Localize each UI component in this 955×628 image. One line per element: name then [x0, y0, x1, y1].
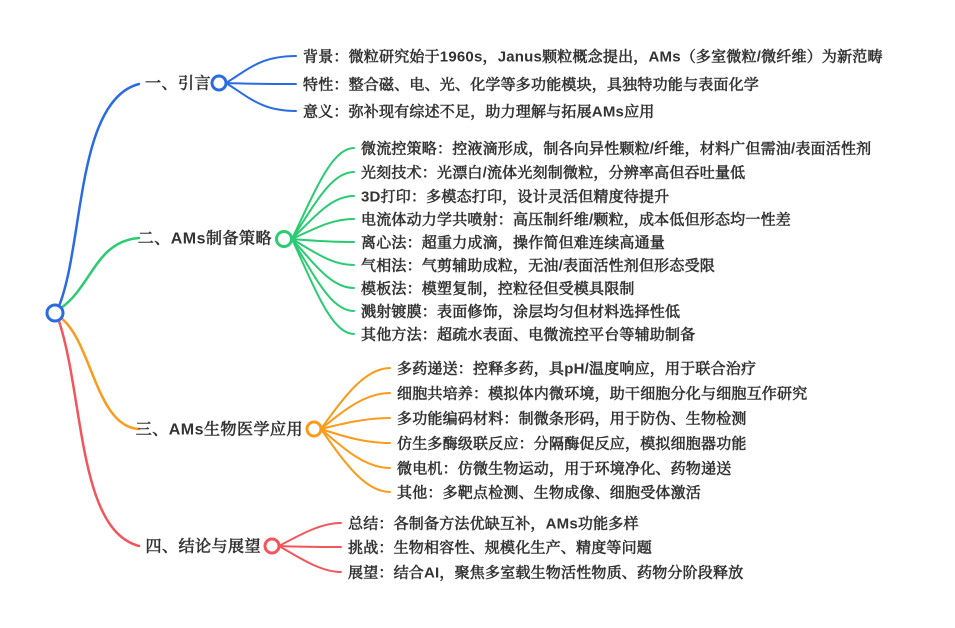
branch-biomedical-node-circle[interactable] — [307, 422, 321, 436]
link-bio-child-3 — [321, 429, 390, 443]
concl-child-summary[interactable]: 总结：各制备方法优缺互补，AMs功能多样 — [348, 515, 639, 533]
bio-child-enzyme-cascade[interactable]: 仿生多酶级联反应：分隔酶促反应，模拟细胞器功能 — [397, 435, 747, 453]
fab-child-template[interactable]: 模板法：模塑复制，控粒径但受模具限制 — [361, 280, 635, 298]
link-root-to-branch-biomedical — [61, 318, 139, 429]
link-intro-child-1 — [226, 83, 296, 84]
fab-child-lithography[interactable]: 光刻技术：光漂白/流体光刻制微粒，分辨率高但吞吐量低 — [361, 164, 746, 182]
link-concl-child-0 — [279, 523, 341, 546]
link-root-to-branch-conclusion — [59, 321, 139, 546]
bio-child-cell-coculture[interactable]: 细胞共培养：模拟体内微环境，助干细胞分化与细胞互作研究 — [397, 385, 808, 403]
branch-conclusion-child-links — [279, 523, 341, 572]
branch-label-intro[interactable]: 一、引言 — [144, 75, 211, 93]
branch-label-conclusion[interactable]: 四、结论与展望 — [145, 538, 261, 556]
bio-child-others[interactable]: 其他：多靶点检测、生物成像、细胞受体激活 — [397, 484, 702, 502]
fab-child-microfluidics[interactable]: 微流控策略：控液滴形成，制各向异性颗粒/纤维，材料广但需油/表面活性剂 — [361, 140, 872, 158]
branch-intro-node-circle[interactable] — [212, 76, 226, 90]
branch-fabrication-child-links — [292, 148, 354, 334]
fab-child-ehd-cojetting[interactable]: 电流体动力学共喷射：高压制纤维/颗粒，成本低但形态均一性差 — [361, 211, 791, 229]
fab-child-centrifugal[interactable]: 离心法：超重力成滴，操作简但难连续高通量 — [361, 234, 666, 252]
concl-child-challenges[interactable]: 挑战：生物相容性、规模化生产、精度等问题 — [348, 539, 653, 557]
bio-child-drug-delivery[interactable]: 多药递送：控释多药，具pH/温度响应，用于联合治疗 — [397, 360, 757, 378]
link-concl-child-1 — [279, 546, 341, 547]
branch-intro-child-links — [226, 56, 296, 111]
link-root-to-branch-intro — [59, 84, 139, 306]
intro-child-significance[interactable]: 意义：弥补现有综述不足，助力理解与拓展AMs应用 — [303, 103, 655, 121]
branch-label-fabrication[interactable]: 二、AMs制备策略 — [137, 230, 272, 248]
bio-child-micromotor[interactable]: 微电机：仿微生物运动，用于环境净化、药物递送 — [397, 460, 732, 478]
fab-child-gas-phase[interactable]: 气相法：气剪辅助成粒，无油/表面活性剂但形态受限 — [361, 257, 715, 275]
concl-child-outlook[interactable]: 展望：结合AI，聚焦多室载生物活性物质、药物分阶段释放 — [348, 564, 744, 582]
branch-conclusion-trunk-link — [59, 321, 139, 546]
fab-child-other-methods[interactable]: 其他方法：超疏水表面、电微流控平台等辅助制备 — [361, 326, 696, 344]
branch-intro-trunk-link — [59, 84, 139, 306]
link-bio-child-1 — [321, 393, 390, 429]
root-node-circle[interactable] — [47, 305, 63, 321]
branch-label-biomedical[interactable]: 三、AMs生物医学应用 — [135, 421, 303, 439]
link-intro-child-0 — [226, 56, 296, 83]
bio-child-encoded-materials[interactable]: 多功能编码材料：制微条形码，用于防伪、生物检测 — [397, 410, 747, 428]
branch-conclusion-node-circle[interactable] — [265, 539, 279, 553]
link-bio-child-4 — [321, 429, 390, 468]
link-fab-child-4 — [292, 239, 354, 242]
branch-fabrication-node-circle[interactable] — [277, 232, 292, 247]
intro-child-background[interactable]: 背景：微粒研究始于1960s，Janus颗粒概念提出，AMs（多室微粒/微纤维）为新范畴 — [303, 48, 883, 66]
branch-biomedical-child-links — [321, 368, 390, 492]
link-concl-child-2 — [279, 546, 341, 572]
fab-child-3d-printing[interactable]: 3D打印：多模态打印，设计灵活但精度待提升 — [361, 188, 670, 206]
fab-child-sputter-coating[interactable]: 溅射镀膜：表面修饰，涂层均匀但材料选择性低 — [361, 303, 681, 321]
link-intro-child-2 — [226, 83, 296, 111]
branch-biomedical-trunk-link — [61, 318, 139, 429]
intro-child-characteristics[interactable]: 特性：整合磁、电、光、化学等多功能模块，具独特功能与表面化学 — [303, 76, 760, 94]
